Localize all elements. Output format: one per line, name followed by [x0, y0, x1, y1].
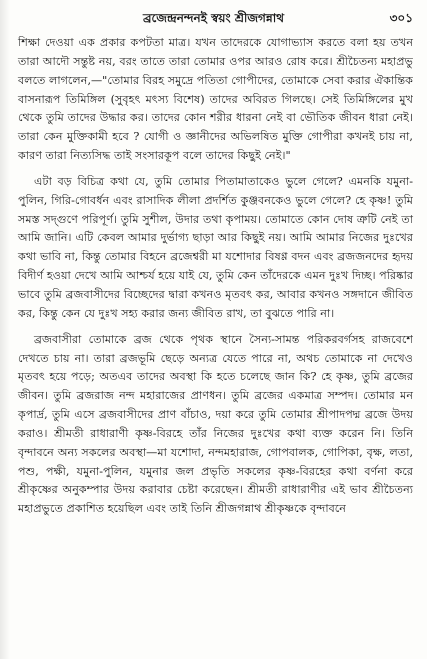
running-header — [0, 8, 427, 28]
paragraph-1: শিক্ষা দেওয়া এক প্রকার কপটতা মাত্র। যখন তাদেরকে যোগাভ্যাস করতে বলা হয় তখন তারা আদৌ সন্তুষ্ট নয়, বরং তাতে তারা তোমার ওপর আরও রোষ করে। শ্রীচৈতন্য মহাপ্রভু বলতে লাগলেন,—"তোমার বিরহ সমুদ্রে পতিতা গোপীদের, তোমাকে সেবা করার ঐকান্তিক বাসনারূপ তিমিঙ্গিল (সুবৃহৎ মৎস্য বিশেষ) তাদের অবিরত গিলছে। সেই তিমিঙ্গিলের মুখ থেকে তুমি তাদের উদ্ধার কর। তাদের কোন শরীর ধারনা নেই বা ভৌতিক জীবন ধারা নেই। তারা কেন মুক্তিকামী হবে ? যোগী ও জ্ঞানীদের অভিলষিত মুক্তি গোপীরা কখনই চায় না, কারণ তারা নিত্যসিদ্ধ তাই সংসারকূপ বলে তাদের কিছুই নেই।" — [18, 36, 413, 163]
header-title: ব্রজেন্দ্রনন্দনই স্বয়ং শ্রীজগন্নাথ — [142, 11, 285, 25]
paragraph-3: ব্রজবাসীরা তোমাকে ব্রজ থেকে পৃথক স্থানে সৈন্য-সামন্ত পরিকরবর্গসহ রাজবেশে দেখতে চায় না। তারা ব্রজভূমি ছেড়ে অন্যত্র যেতে পারে না, অথচ তোমাকে না দেখেও মৃতবৎ হয়ে পড়ে; অতএব তাদের অবস্থা কি হতে চলেছে জান কি? হে কৃষ্ণ, তুমি ব্রজের জীবন। তুমি ব্রজরাজ নন্দ মহারাজের প্রাণধন। তুমি ব্রজের একমাত্র সম্পদ। তোমার মন কৃপার্দ্র, তুমি এসে ব্রজবাসীদের প্রাণ বাঁচাও, দয়া করে তুমি তোমার শ্রীপাদপদ্ম ব্রজে উদয় করাও। শ্রীমতী রাধারাণী কৃষ্ণ-বিরহে তাঁর নিজের দুঃখের কথা ব্যক্ত করেন নি। তিনি বৃন্দাবনে অন্য সকলের অবস্থা—মা যশোদা, নন্দমহারাজ, গোপবালক, গোপিকা, বৃক্ষ, লতা, পশু, পক্ষী, যমুনা-পুলিন, যমুনার জল প্রভৃতি সকলের কৃষ্ণ-বিরহের কথা বর্ণনা করে শ্রীকৃষ্ণের অনুকম্পার উদয় করাবার চেষ্টা করেছেন। শ্রীমতী রাধারাণীর এই ভাব শ্রীচৈতন্য মহাপ্রভুতে প্রকাশিত হয়েছিল এবং তাই তিনি শ্রীজগন্নাথ শ্রীকৃষ্ণকে বৃন্দাবনে — [18, 332, 413, 516]
page-number: ৩০১ — [389, 11, 413, 25]
body-text — [18, 34, 413, 519]
page-binding-shadow — [0, 0, 10, 659]
paragraph-2: এটা বড় বিচিত্র কথা যে, তুমি তোমার পিতামাতাকেও ভুলে গেলে? এমনকি যমুনা-পুলিন, গিরি-গোবর্ধন এবং রাসাদিক লীলা প্রদর্শিত কুঞ্জবনকেও ভুলে গেলে? হে কৃষ্ণ! তুমি সমস্ত সদ্গুণে পরিপূর্ণ। তুমি সুশীল, উদার তথা কৃপাময়। তোমাতে কোন দোষ ত্রুটি নেই তা আমি জানি। এটি কেবল আমার দুর্ভাগ্য ছাড়া আর কিছুই নয়। আমি আমার নিজের দুঃখের কথা ভাবি না, কিন্তু তোমার বিহনে ব্রজেশ্বরী মা যশোদার বিষণ্ণ বদন এবং ব্রজজনদের হৃদয় বিদীর্ণ হওয়া দেখে আমি আশ্চর্য হয়ে যাই যে, তুমি কেন তাঁদেরকে এমন দুঃখ দিচ্ছ। পরিষ্কার ভাবে তুমি ব্রজবাসীদের বিচ্ছেদের দ্বারা কখনও মৃতবৎ কর, আবার কখনও সঙ্গদানে জীবিত কর, কিন্তু কেন যে দুঃখ সহ্য করার জন্য জীবিত রাখ, তা বুঝতে পারি না। — [18, 174, 413, 320]
